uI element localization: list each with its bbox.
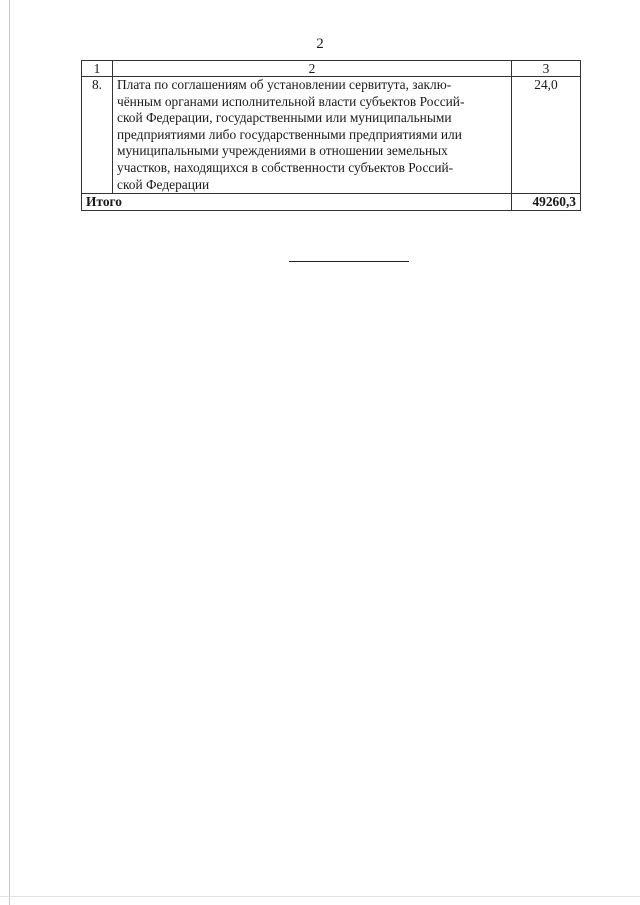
- description-line: муниципальными учреждениями в отношении земельных: [117, 143, 448, 159]
- total-row: [82, 194, 581, 211]
- page-number: 2: [316, 36, 324, 52]
- description-line: ской Федерации: [117, 176, 210, 192]
- description-line: участков, находящихся в собственности субъектов Россий-: [117, 159, 454, 175]
- header-col-1: 1: [82, 61, 113, 77]
- row-number: 8.: [82, 77, 113, 194]
- description-line: Плата по соглашениям об установлении сервитута, заклю-: [117, 77, 452, 92]
- row-amount: 24,0: [512, 77, 581, 194]
- total-label: Итого: [82, 194, 512, 211]
- header-col-3: 3: [512, 61, 581, 77]
- description-line: чённым органами исполнительной власти субъектов Россий-: [117, 93, 465, 109]
- header-col-2: 2: [113, 61, 512, 77]
- revenue-table: [81, 60, 581, 211]
- scan-edge: [9, 0, 10, 905]
- scan-bottom-edge: [0, 896, 640, 897]
- row-description: [113, 77, 512, 194]
- total-value: 49260,3: [512, 194, 581, 211]
- end-separator-line: [289, 261, 409, 262]
- description-line: ской Федерации, государственными или муниципальными: [117, 110, 452, 126]
- table-header-row: [82, 61, 581, 77]
- description-line: предприятиями либо государственными предприятиями или: [117, 126, 462, 142]
- table-row: [82, 77, 581, 194]
